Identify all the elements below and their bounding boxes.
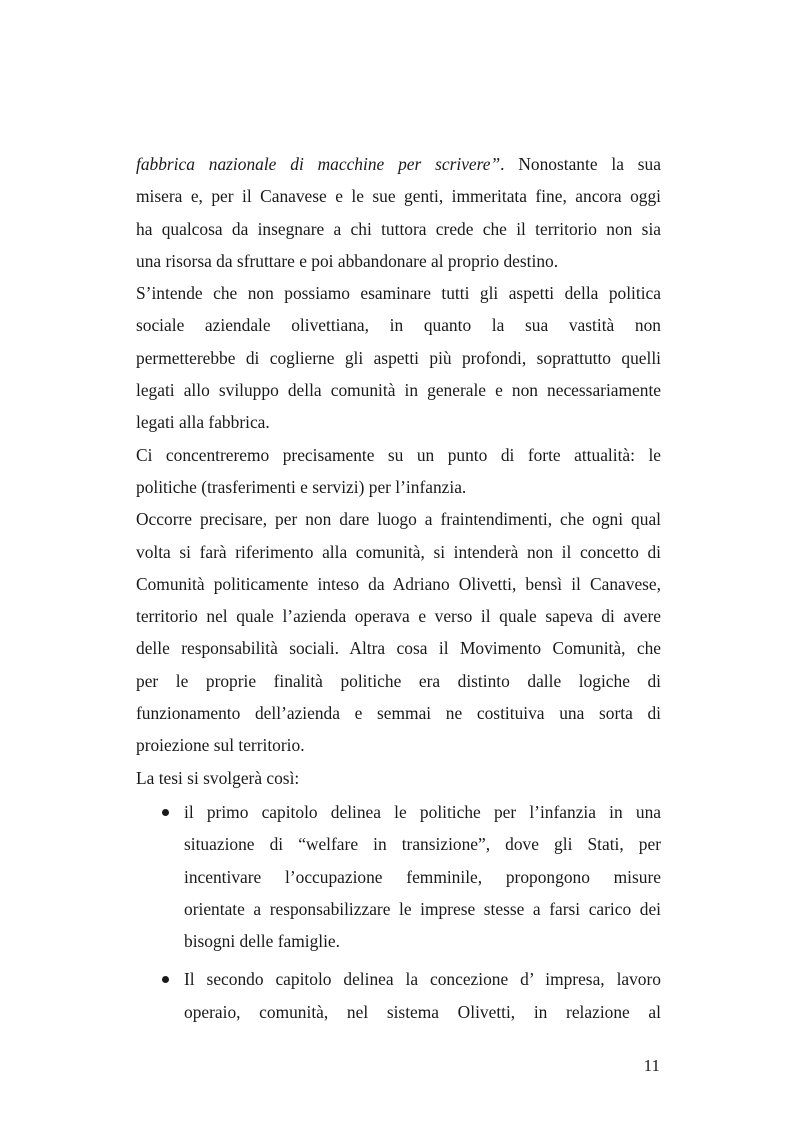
text-line: Occorre precisare, per non dare luogo a fraintendimenti, che ogni qual [136,509,661,530]
text-line: Ci concentreremo precisamente su un punto di forte attualità: le [136,444,661,465]
bullet-list [136,796,661,1028]
paragraph-3 [136,439,661,504]
bullet-icon [162,809,169,816]
text-line: il primo capitolo delinea le politiche per l’infanzia in una [184,801,661,822]
text-line: misera e, per il Canavese e le sue genti, immeritata fine, ancora oggi [136,186,661,207]
document-body [136,148,661,1028]
text-line: sociale aziendale olivettiana, in quanto la sua vastità non [136,315,661,336]
text-line: legati alla fabbrica. [136,412,270,433]
text-line: proiezione sul territorio. [136,735,305,756]
text-line: operaio, comunità, nel sistema Olivetti, in relazione al [184,1001,661,1022]
bullet-item [136,796,661,957]
text-line [136,148,661,180]
text-line: legati allo sviluppo della comunità in generale e non necessariamente [136,380,661,401]
text-line: una risorsa da sfruttare e poi abbandonare al proprio destino. [136,250,559,271]
text-span: . Nonostante la sua [500,154,661,174]
text-line: Il secondo capitolo delinea la concezione d’ impresa, lavoro [184,969,661,990]
text-line: territorio nel quale l’azienda operava e verso il quale sapeva di avere [136,606,661,627]
text-line: bisogni delle famiglie. [184,931,340,952]
paragraph-5 [136,762,661,794]
text-line: politiche (trasferimenti e servizi) per l’infanzia. [136,476,467,497]
paragraph-4 [136,503,661,761]
page-number: 11 [643,1056,660,1075]
bullet-icon [162,976,169,983]
paragraph-2 [136,277,661,438]
text-line: ha qualcosa da insegnare a chi tuttora crede che il territorio non sia [136,218,661,239]
text-line: orientate a responsabilizzare le imprese stesse a farsi carico dei [184,898,661,919]
text-line: per le proprie finalità politiche era distinto dalle logiche di [136,670,661,691]
paragraph-1 [136,148,661,277]
text-line: permetterebbe di coglierne gli aspetti più profondi, soprattutto quelli [136,347,661,368]
text-line: incentivare l’occupazione femminile, propongono misure [184,866,661,887]
text-line: S’intende che non possiamo esaminare tutti gli aspetti della politica [136,283,661,304]
text-line: Comunità politicamente inteso da Adriano Olivetti, bensì il Canavese, [136,573,661,594]
text-line: volta si farà riferimento alla comunità, si intenderà non il concetto di [136,541,661,562]
text-line: situazione di “welfare in transizione”, dove gli Stati, per [184,834,661,855]
text-line: delle responsabilità sociali. Altra cosa il Movimento Comunità, che [136,638,661,659]
italic-quote: fabbrica nazionale di macchine per scrivere” [136,154,501,174]
text-line: funzionamento dell’azienda e semmai ne costituiva una sorta di [136,703,661,724]
bullet-item [136,963,661,1028]
text-line: La tesi si svolgerà così: [136,767,300,788]
